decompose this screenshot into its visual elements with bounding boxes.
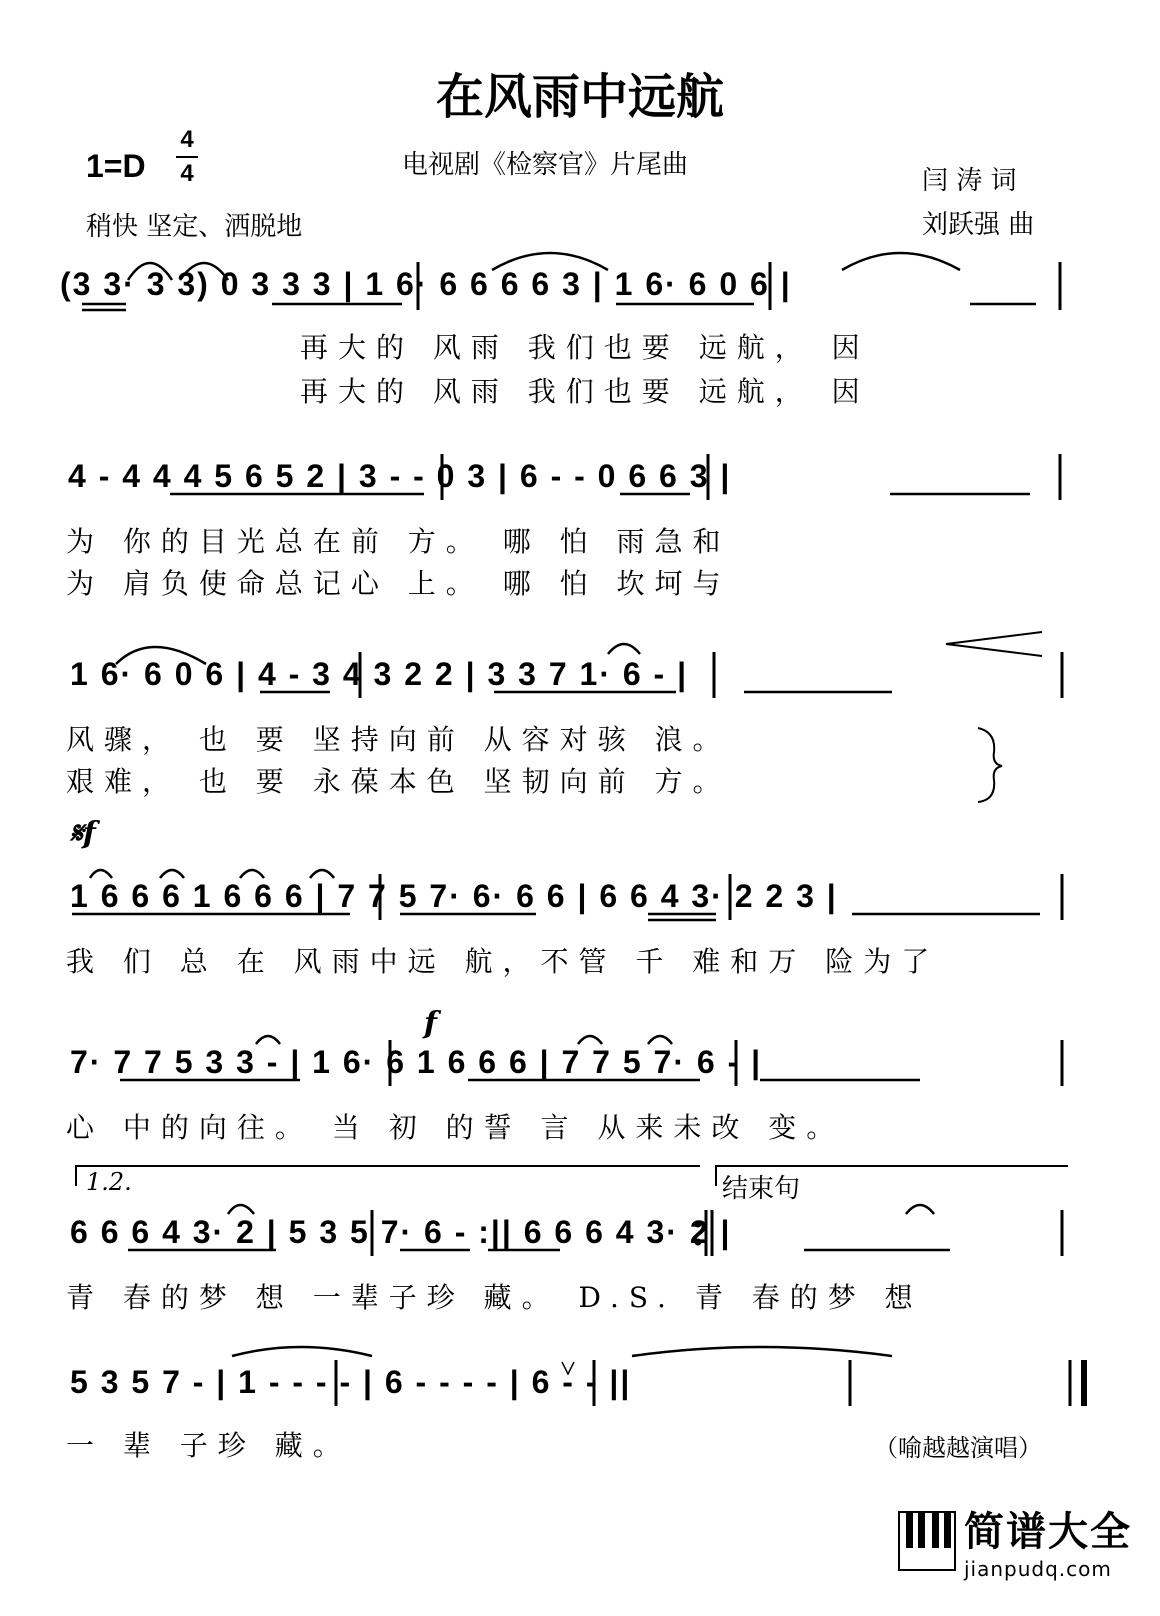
lyric-verse-1: 再大的 风雨 我们也要 远航， 因 (300, 331, 870, 364)
piano-keys-icon (898, 1511, 956, 1571)
lyric-verse-1: 风骤， 也 要 坚持向前 从容对骇 浪。 (66, 723, 731, 756)
music-line-3 (60, 642, 1080, 702)
volta-label: 1.2. (86, 1168, 132, 1196)
lyric-verse-2: 艰难， 也 要 永葆本色 坚韧向前 方。 (66, 765, 731, 798)
notes-line-1: (3 3· 3 3) 0 3 3 3 | 1 6· 6 6 6 6 3 | 1 6· 6 0 6 | (60, 266, 792, 302)
music-line-2 (60, 444, 1080, 504)
lyric-verse-1: 心 中的向往。 当 初 的誓 言 从来未改 变。 (66, 1111, 845, 1144)
notes-line-7: 5 3 5 7 - | 1 - - - - | 6 - - - - | 6 - - || (70, 1364, 632, 1400)
singer-credit: （喻越越演唱） (874, 1434, 1042, 1462)
lyricist-credit: 闫 涛 词 (922, 166, 1017, 196)
site-url: jianpudq.com (964, 1557, 1112, 1581)
lyric-verse-1: 一 辈 子珍 藏。 (66, 1429, 351, 1462)
lyric-verse-1: 为 你的目光总在前 方。 哪 怕 雨急和 (66, 525, 731, 558)
music-line-7 (60, 1350, 1080, 1410)
music-line-4 (60, 864, 1080, 924)
music-line-5 (60, 1030, 1080, 1090)
segno-forte-mark: 𝄋f (70, 816, 96, 851)
site-logo (898, 1500, 1132, 1581)
notes-line-4: 1 6 6 6 1 6 6 6 | 7 7 5 7· 6· 6 6 | 6 6 4 3· 2 2 3 | (70, 878, 838, 914)
time-signature-bottom: 4 (180, 160, 194, 187)
song-subtitle: 电视剧《检察官》片尾曲 (402, 150, 689, 180)
lyric-verse-1: 我 们 总 在 风雨中远 航，不管 千 难和万 险为了 (66, 945, 940, 978)
lyric-verse-1: 青 春的梦 想 一辈子珍 藏。 D.S. 青 春的梦 想 (66, 1281, 923, 1314)
notes-line-6: 6 6 6 4 3· 2 | 5 3 5 7· 6 - :|| 6 6 6 4 3· 2 | (70, 1214, 732, 1250)
notes-line-5: 7· 7 7 5 3 3 - | 1 6· 6 1 6 6 6 | 7 7 5 7· 6 - | (70, 1044, 763, 1080)
ending-label: 结束句 (722, 1174, 801, 1204)
key-signature: 1=D (86, 148, 146, 184)
notes-line-2: 4 - 4 4 4 5 6 5 2 | 3 - - 0 3 | 6 - - 0 6 6 3 | (68, 458, 732, 494)
lyric-verse-2: 再大的 风雨 我们也要 远航， 因 (300, 375, 870, 408)
music-line-6 (60, 1200, 1080, 1260)
tempo-marking: 稍快 坚定、洒脱地 (86, 212, 303, 242)
forte-mark: f (424, 1006, 437, 1041)
song-title: 在风雨中远航 (435, 69, 724, 125)
music-line-1 (60, 252, 1080, 312)
site-name: 简谱大全 (964, 1509, 1132, 1555)
time-signature-top: 4 (180, 126, 194, 153)
lyric-verse-2: 为 肩负使命总记心 上。 哪 怕 坎坷与 (66, 567, 731, 600)
notes-line-3: 1 6· 6 0 6 | 4 - 3 4 3 2 2 | 3 3 7 1· 6 - | (70, 656, 689, 692)
composer-credit: 刘跃强 曲 (922, 210, 1035, 240)
